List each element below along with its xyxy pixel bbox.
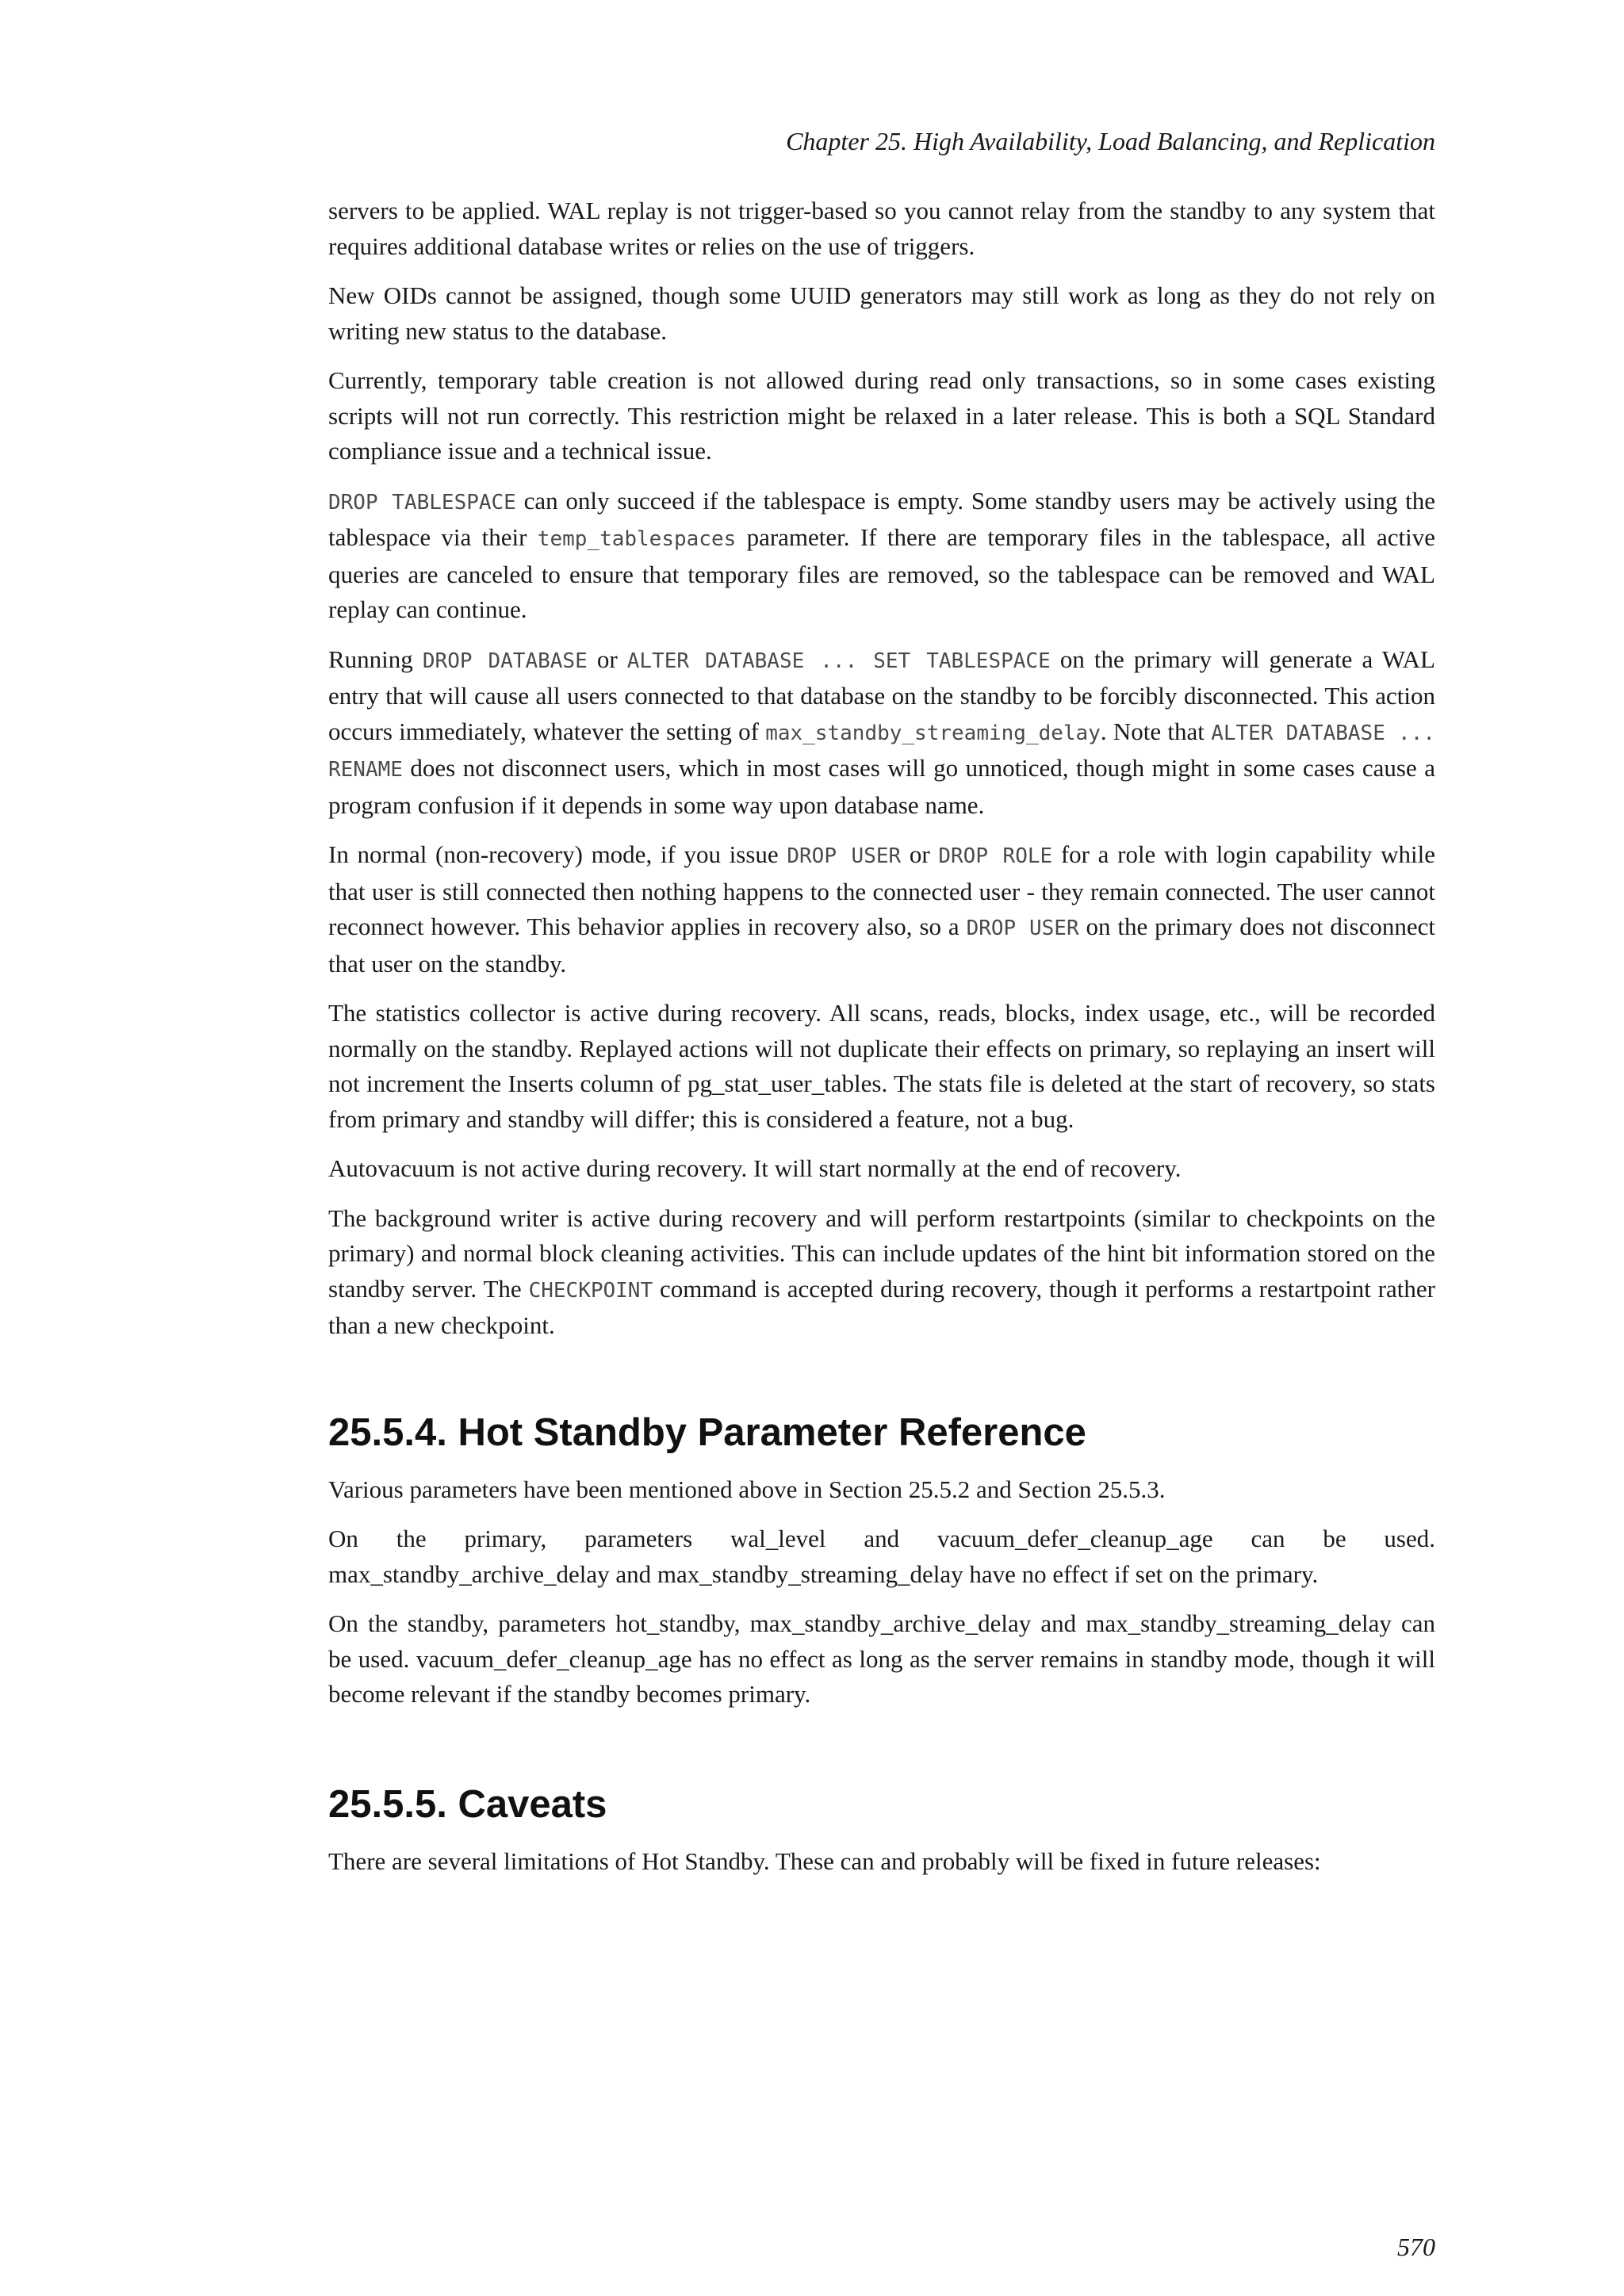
paragraph-limitations: There are several limitations of Hot Standby. These can and probably will be fixed in future releases: [328,1846,1321,1875]
page-number: 570 [1397,2233,1435,2261]
code-drop-role: DROP ROLE [938,844,1053,868]
code-checkpoint: CHECKPOINT [528,1278,653,1303]
paragraph-temporary-tables: Currently, temporary table creation is not allowed during read only transactions, so in some cases existing scripts will not run correctly. This restriction might be relaxed in a later release. This is both a SQL Standard compliance issue and a technical issue. [328,366,1435,465]
paragraph-drop-user [328,837,1435,982]
paragraph-drop-tablespace [328,484,1435,628]
code-drop-user-primary: DROP USER [966,916,1079,940]
text-segment: The background writer is active during recovery and will perform restartpoints (similar to checkpoints on the primary) and normal block cleaning activities. This can include updates of the hint bit information stored on the standby server. The [328,1203,1435,1303]
paragraph-standby-parameters: On the standby, parameters hot_standby, max_standby_archive_delay and max_standby_streaming_delay can be used. vacuum_defer_cleanup_age has no effect as long as the server remains in standby mode, though it will become relevant if the standby becomes primary. [328,1609,1435,1708]
paragraph-new-oids: New OIDs cannot be assigned, though some UUID generators may still work as long as they do not rely on writing new status to the database. [328,281,1435,345]
text-segment: can only succeed if the tablespace is empty. Some standby users may be actively using the tablespace via their [328,486,1435,551]
text-segment: for a role with login capability while that user is still connected then nothing happens to the connected user - they remain connected. The user cannot reconnect however. This behavior applies in recovery also, so a [328,840,1435,940]
text-segment: In normal (non-recovery) mode, if you issue [328,840,787,868]
code-alter-database-rename: ALTER DATABASE ... RENAME [328,721,1435,782]
paragraph-wal-replay: servers to be applied. WAL replay is not trigger-based so you cannot relay from the standby to any system that requires additional database writes or relies on the use of triggers. [328,197,1435,260]
text-segment: or [587,645,627,673]
code-alter-database-set-tablespace: ALTER DATABASE ... SET TABLESPACE [626,649,1051,673]
paragraph-background-writer [328,1201,1435,1344]
section-heading-parameter-reference: 25.5.4. Hot Standby Parameter Reference [328,1410,1086,1454]
code-max-standby-streaming-delay: max_standby_streaming_delay [765,721,1101,745]
text-segment: . Note that [1100,717,1212,745]
code-drop-database: DROP DATABASE [422,649,588,673]
section-heading-caveats: 25.5.5. Caveats [328,1782,607,1826]
code-drop-user: DROP USER [787,844,902,868]
text-segment: on the primary will generate a WAL entry that will cause all users connected to that database on the standby to be forcibly disconnected. This action occurs immediately, whatever the setting of [328,645,1435,745]
text-segment: command is accepted during recovery, though it performs a restartpoint rather than a new checkpoint. [328,1274,1436,1339]
running-header: Chapter 25. High Availability, Load Balancing, and Replication [786,127,1435,155]
code-drop-tablespace: DROP TABLESPACE [328,490,516,515]
text-segment: does not disconnect users, which in most cases will go unnoticed, though might in some cases cause a program confusion if it depends in some way upon database name. [328,754,1435,819]
paragraph-statistics-collector: The statistics collector is active during recovery. All scans, reads, blocks, index usage, etc., will be recorded normally on the standby. Replayed actions will not duplicate their effects on primary, so replaying an insert will not increment the Inserts column of pg_stat_user_tables. The stats file is deleted at the start of recovery, so stats from primary and standby will differ; this is considered a feature, not a bug. [328,999,1435,1133]
text-segment: Running [328,645,423,673]
paragraph-parameters-mentioned: Various parameters have been mentioned above in Section 25.5.2 and Section 25.5.3. [328,1475,1166,1503]
text-segment: or [901,840,939,868]
paragraph-autovacuum: Autovacuum is not active during recovery. It will start normally at the end of recovery. [328,1154,1182,1182]
text-segment: parameter. If there are temporary files in the tablespace, all active queries are canceled to ensure that temporary files are removed, so the tablespace can be removed and WAL replay can continue. [328,523,1435,623]
page-content [328,193,1435,1893]
code-temp-tablespaces: temp_tablespaces [537,527,737,551]
text-segment: on the primary does not disconnect that user on the standby. [328,913,1435,978]
paragraph-drop-database [328,642,1435,824]
paragraph-primary-parameters: On the primary, parameters wal_level and vacuum_defer_cleanup_age can be used. max_standby_archive_delay and max_standby_streaming_delay have no effect if set on the primary. [328,1525,1435,1588]
